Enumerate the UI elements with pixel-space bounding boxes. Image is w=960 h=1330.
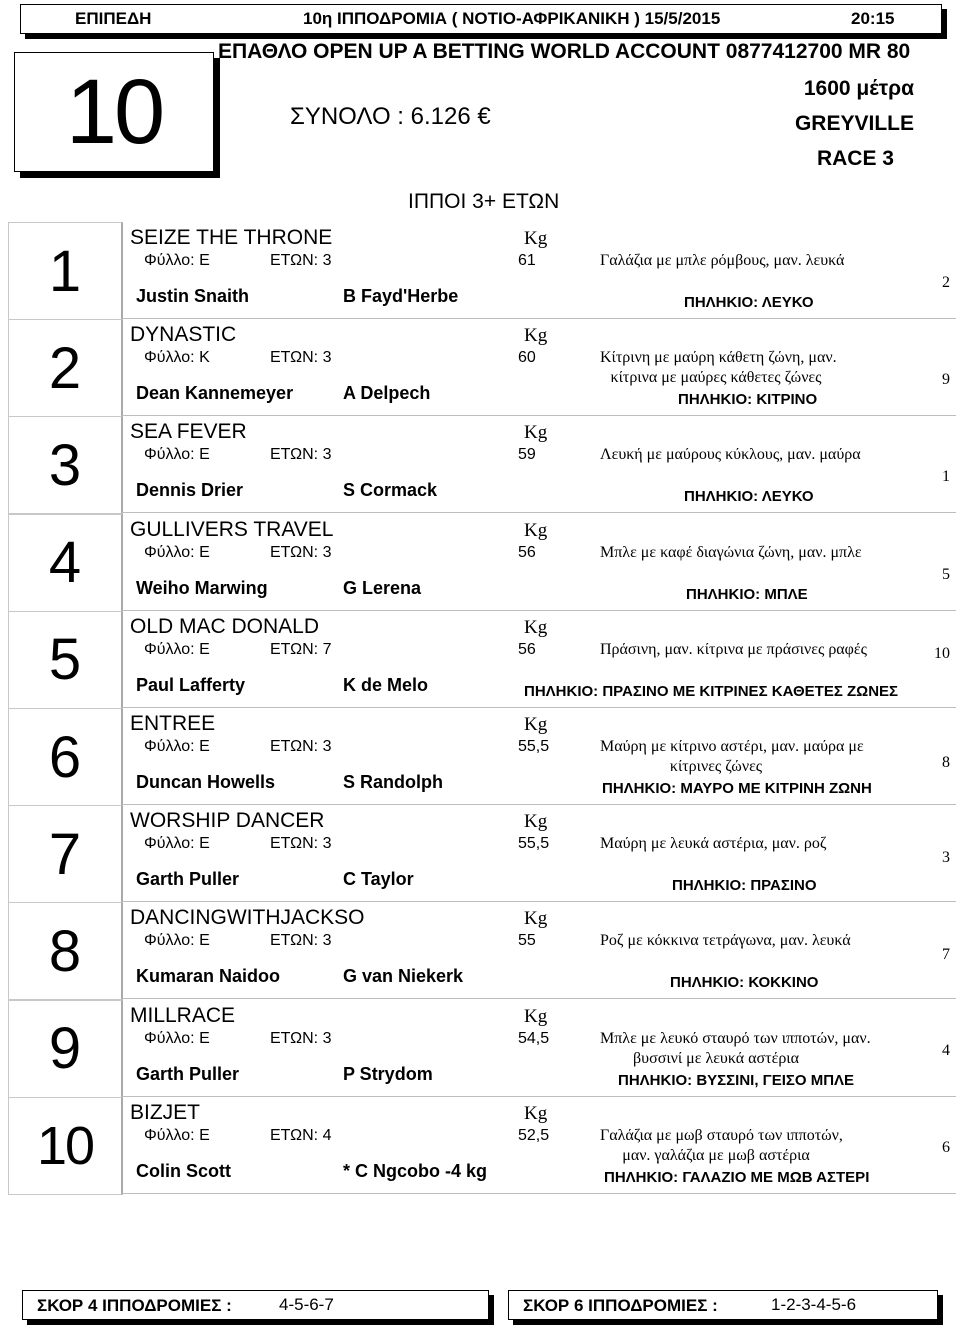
prize-title: ΕΠΑΘΛΟ OPEN UP A BETTING WORLD ACCOUNT 0877412700 MR 80	[218, 40, 911, 63]
kg-label: Kg	[524, 714, 548, 735]
saddle-number: 1	[8, 222, 123, 320]
helmet-color: ΠΗΛΗΚΙΟ: ΠΡΑΣΙΝΟ ΜΕ ΚΙΤΡΙΝΕΣ ΚΑΘΕΤΕΣ ΖΩΝΕΣ	[524, 682, 899, 700]
helmet-color: ΠΗΛΗΚΙΟ: ΛΕΥΚΟ	[684, 294, 814, 311]
silks-description-cont: βυσσινί με λευκά αστέρια	[633, 1049, 799, 1067]
horse-sex: Φύλλο: Ε	[144, 932, 210, 950]
horse-sex: Φύλλο: Ε	[144, 835, 210, 853]
trainer-name: Paul Lafferty	[136, 674, 246, 695]
silks-description-cont: κίτρινες ζώνες	[669, 758, 763, 775]
helmet-color: ΠΗΛΗΚΙΟ: ΜΠΛΕ	[686, 585, 808, 603]
runner-row	[8, 416, 956, 513]
carried-weight: 61	[518, 252, 536, 269]
carried-weight: 55,5	[518, 835, 550, 853]
jockey-name: C Taylor	[343, 869, 414, 890]
jockey-name: S Cormack	[343, 480, 438, 501]
runner-row	[8, 222, 956, 319]
silks-description-cont: κίτρινα με μαύρες κάθετες ζώνες	[610, 369, 822, 387]
score4-box	[22, 1290, 489, 1320]
helmet-color: ΠΗΛΗΚΙΟ: ΛΕΥΚΟ	[684, 488, 814, 506]
trainer-name: Duncan Howells	[136, 772, 276, 792]
horse-name: OLD MAC DONALD	[130, 614, 320, 638]
horse-age: ΕΤΩΝ: 3	[270, 446, 332, 464]
jockey-name: G van Niekerk	[343, 966, 464, 987]
horse-sex: Φύλλο: Ε	[144, 738, 210, 755]
total-prize: ΣΥΝΟΛΟ : 6.126 €	[290, 103, 491, 130]
trainer-name: Justin Snaith	[136, 286, 250, 306]
jockey-name: K de Melo	[343, 674, 429, 695]
score6-box	[508, 1290, 938, 1320]
horse-age: ΕΤΩΝ: 3	[270, 252, 332, 269]
race-number-box: 10	[14, 52, 214, 172]
barrier-draw: 10	[934, 644, 950, 662]
jockey-name: G Lerena	[343, 577, 422, 598]
horse-age: ΕΤΩΝ: 7	[270, 640, 332, 658]
kg-label: Kg	[524, 811, 548, 833]
kg-label: Kg	[524, 908, 548, 930]
runner-row	[8, 514, 956, 611]
saddle-number: 3	[8, 416, 123, 514]
trainer-name: Colin Scott	[136, 1160, 231, 1181]
horse-age: ΕΤΩΝ: 3	[270, 932, 332, 950]
horse-name: DYNASTIC	[130, 323, 237, 347]
score4-label: ΣΚΟΡ 4 ΙΠΠΟΔΡΟΜΙΕΣ :	[37, 1296, 232, 1315]
silks-description: Πράσινη, μαν. κίτρινα με πράσινες ραφές	[600, 640, 867, 658]
jockey-name: A Delpech	[343, 383, 431, 404]
kg-label: Kg	[524, 616, 548, 638]
race-label: RACE 3	[816, 147, 894, 170]
runner-row	[8, 319, 956, 416]
carried-weight: 54,5	[518, 1029, 550, 1047]
carried-weight: 55	[518, 932, 536, 950]
kg-label: Kg	[524, 325, 548, 347]
horse-name: SEA FEVER	[130, 420, 247, 444]
helmet-color: ΠΗΛΗΚΙΟ: ΠΡΑΣΙΝΟ	[672, 877, 817, 895]
runner-row	[8, 708, 956, 805]
horse-sex: Φύλλο: Ε	[144, 446, 210, 464]
carried-weight: 60	[518, 349, 536, 367]
row-divider	[122, 1193, 956, 1194]
horse-age: ΕΤΩΝ: 3	[270, 1029, 332, 1047]
silks-description: Κίτρινη με μαύρη κάθετη ζώνη, μαν.	[600, 349, 837, 367]
carried-weight: 56	[518, 543, 536, 561]
silks-description: Ροζ με κόκκινα τετράγωνα, μαν. λευκά	[600, 932, 851, 950]
barrier-draw: 7	[942, 946, 950, 964]
horse-name: ENTREE	[130, 712, 216, 735]
horse-sex: Φύλλο: Κ	[144, 349, 210, 367]
kg-label: Kg	[524, 228, 548, 249]
header-bar	[20, 4, 942, 34]
silks-description: Γαλάζια με μπλε ρόμβους, μαν. λευκά	[600, 252, 845, 269]
trainer-name: Garth Puller	[136, 869, 240, 890]
silks-description: Μπλε με καφέ διαγώνια ζώνη, μαν. μπλε	[600, 543, 862, 561]
silks-description: Λευκή με μαύρους κύκλους, μαν. μαύρα	[600, 446, 861, 464]
runner-row	[8, 1000, 956, 1097]
horse-name: GULLIVERS TRAVEL	[130, 517, 334, 541]
barrier-draw: 8	[942, 754, 950, 771]
saddle-number: 5	[8, 611, 123, 709]
carried-weight: 56	[518, 640, 536, 658]
horse-sex: Φύλλο: Ε	[144, 543, 210, 561]
horse-age: ΕΤΩΝ: 3	[270, 738, 332, 755]
race-time: 20:15	[851, 9, 895, 28]
distance: 1600 μέτρα	[803, 77, 914, 100]
venue: GREYVILLE	[794, 112, 914, 135]
jockey-name: * C Ngcobo -4 kg	[343, 1160, 488, 1181]
jockey-name: B Fayd'Herbe	[343, 286, 459, 306]
horse-name: BIZJET	[130, 1100, 201, 1124]
saddle-number: 9	[8, 1000, 123, 1098]
runner-row	[8, 1097, 956, 1194]
barrier-draw: 4	[942, 1041, 950, 1059]
trainer-name: Weiho Marwing	[136, 577, 268, 598]
trainer-name: Dennis Drier	[136, 480, 244, 501]
carried-weight: 52,5	[518, 1126, 550, 1144]
barrier-draw: 5	[942, 565, 950, 583]
carried-weight: 55,5	[518, 738, 550, 755]
kg-label: Kg	[524, 1005, 548, 1027]
helmet-color: ΠΗΛΗΚΙΟ: ΚΙΤΡΙΝΟ	[678, 391, 818, 409]
runner-row	[8, 902, 956, 999]
silks-description: Μαύρη με λευκά αστέρια, μαν. ροζ	[600, 835, 827, 853]
score6-label: ΣΚΟΡ 6 ΙΠΠΟΔΡΟΜΙΕΣ :	[523, 1296, 718, 1315]
barrier-draw: 2	[942, 274, 950, 291]
silks-description: Μπλε με λευκό σταυρό των ιπποτών, μαν.	[600, 1029, 871, 1047]
barrier-draw: 3	[942, 849, 950, 867]
silks-description: Γαλάζια με μωβ σταυρό των ιπποτών,	[600, 1126, 843, 1144]
jockey-name: S Randolph	[343, 772, 443, 792]
age-category: ΙΠΠΟΙ 3+ ΕΤΩΝ	[408, 190, 560, 213]
horse-age: ΕΤΩΝ: 3	[270, 349, 332, 367]
horse-sex: Φύλλο: Ε	[144, 252, 210, 269]
saddle-number: 10	[8, 1097, 123, 1195]
saddle-number: 6	[8, 708, 123, 806]
saddle-number: 8	[8, 902, 123, 1000]
horse-age: ΕΤΩΝ: 3	[270, 543, 332, 561]
horse-name: DANCINGWITHJACKSO	[130, 906, 365, 930]
horse-sex: Φύλλο: Ε	[144, 1126, 210, 1144]
silks-description-cont: μαν. γαλάζια με μωβ αστέρια	[622, 1146, 810, 1164]
race-title: 10η ΙΠΠΟΔΡΟΜΙΑ ( ΝΟΤΙΟ-ΑΦΡΙΚΑΝΙΚΗ ) 15/5/2015	[303, 9, 721, 28]
helmet-color: ΠΗΛΗΚΙΟ: ΓΑΛΑΖΙΟ ΜΕ ΜΩΒ ΑΣΤΕΡΙ	[604, 1168, 870, 1186]
barrier-draw: 9	[942, 371, 950, 389]
carried-weight: 59	[518, 446, 536, 464]
score6-value: 1-2-3-4-5-6	[771, 1295, 857, 1314]
saddle-number: 4	[8, 514, 123, 612]
helmet-color: ΠΗΛΗΚΙΟ: ΚΟΚΚΙΝΟ	[670, 974, 819, 992]
kg-label: Kg	[524, 1102, 548, 1124]
score4-value: 4-5-6-7	[279, 1295, 334, 1314]
saddle-number: 7	[8, 805, 123, 903]
runner-row	[8, 805, 956, 902]
horse-sex: Φύλλο: Ε	[144, 1029, 210, 1047]
runner-row	[8, 611, 956, 708]
horse-sex: Φύλλο: Ε	[144, 640, 210, 658]
surface-label: ΕΠΙΠΕΔΗ	[75, 9, 152, 28]
saddle-number: 2	[8, 319, 123, 417]
trainer-name: Garth Puller	[136, 1063, 240, 1084]
silks-description: Μαύρη με κίτρινο αστέρι, μαν. μαύρα με	[600, 738, 864, 755]
runners-list	[8, 222, 956, 1194]
horse-age: ΕΤΩΝ: 3	[270, 835, 332, 853]
trainer-name: Dean Kannemeyer	[136, 383, 294, 404]
helmet-color: ΠΗΛΗΚΙΟ: ΒΥΣΣΙΝΙ, ΓΕΙΣΟ ΜΠΛΕ	[618, 1071, 855, 1089]
horse-age: ΕΤΩΝ: 4	[270, 1126, 332, 1144]
barrier-draw: 6	[942, 1138, 950, 1156]
barrier-draw: 1	[942, 468, 950, 486]
jockey-name: P Strydom	[343, 1063, 433, 1084]
horse-name: SEIZE THE THRONE	[130, 226, 333, 249]
trainer-name: Kumaran Naidoo	[136, 966, 281, 987]
horse-name: WORSHIP DANCER	[130, 809, 325, 833]
horse-name: MILLRACE	[130, 1003, 236, 1027]
kg-label: Kg	[524, 519, 548, 541]
helmet-color: ΠΗΛΗΚΙΟ: ΜΑΥΡΟ ΜΕ ΚΙΤΡΙΝΗ ΖΩΝΗ	[602, 780, 872, 797]
kg-label: Kg	[524, 422, 548, 444]
